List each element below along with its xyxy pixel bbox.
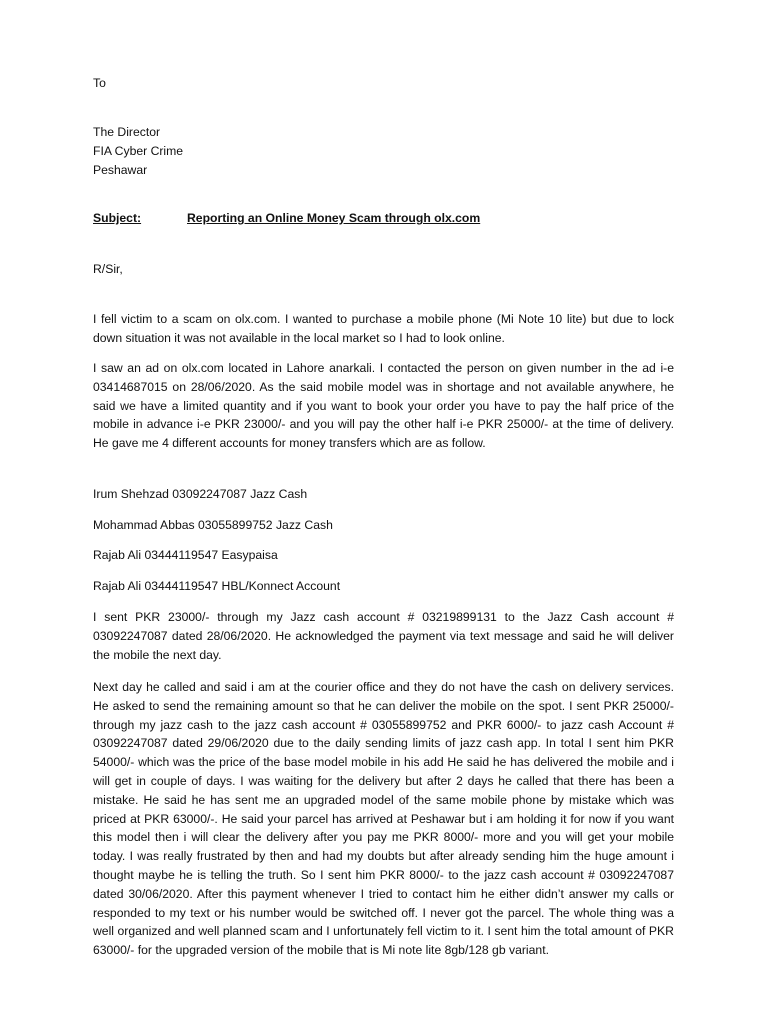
recipient-title: The Director [93,125,161,139]
account-item: Irum Shehzad 03092247087 Jazz Cash [93,487,308,501]
subject-text: Reporting an Online Money Scam through olx.com [187,211,481,225]
paragraph-scam-details: Next day he called and said i am at the courier office and they do not have the cash on delivery services. He asked to send the remaining amount so that he can deliver the mobile on the spot. I sent PKR 25000/- through my jazz cash to the jazz cash account # 03055899752 and PKR 6000/- to jazz cash Account # 03092247087 dated 29/06/2020 due to the daily sending limits of jazz cash app. In total I sent him PKR 54000/- which was the price of the base model mobile in his add He said he has delivered the mobile and i will get in couple of days. I was waiting for the delivery but after 2 days he called that there has been a mistake. He said he has sent me an upgraded model of the same mobile phone by mistake which was priced at PKR 63000/-. He said your parcel has arrived at Peshawar but i am holding it for now if you want this model then i will clear the delivery after you pay me PKR 8000/- more and you will get your mobile today. I was really frustrated by then and had my doubts but after already sending him the huge amount i thought maybe he is telling the truth. So I sent him PKR 8000/- to the jazz cash account # 03092247087 dated 30/06/2020. After this payment whenever I tried to contact him he either didn’t answer my calls or responded to my text or his number would be switched off. I never got the parcel. The whole thing was a well organized and well planned scam and I unfortunately fell victim to it. I sent him the total amount of PKR 63000/- for the upgraded version of the mobile that is Mi note lite 8gb/128 gb variant. [93,680,674,958]
recipient-organization: FIA Cyber Crime [93,144,184,158]
paragraph-ad-details: I saw an ad on olx.com located in Lahore anarkali. I contacted the person on given number in the ad i-e 03414687015 on 28/06/2020. As the said mobile model was in shortage and not available anywhere, he said we have a limited quantity and if you want to book your order you have to pay the half price of the mobile in advance i-e PKR 23000/- and you will pay the other half i-e PKR 25000/- at the time of delivery. He gave me 4 different accounts for money transfers which are as follow. [93,361,674,451]
salutation: R/Sir, [93,262,123,276]
paragraph-first-payment: I sent PKR 23000/- through my Jazz cash account # 03219899131 to the Jazz Cash account # 03092247087 dated 28/06/2020. He acknowledged the payment via text message and said he will deliver the mobile the next day. [93,610,674,662]
recipient-city: Peshawar [93,163,148,177]
account-item: Mohammad Abbas 03055899752 Jazz Cash [93,518,333,532]
account-item: Rajab Ali 03444119547 Easypaisa [93,548,278,562]
subject-label: Subject: [93,211,142,225]
account-item: Rajab Ali 03444119547 HBL/Konnect Account [93,579,341,593]
to-line: To [93,76,106,90]
paragraph-intro: I fell victim to a scam on olx.com. I wanted to purchase a mobile phone (Mi Note 10 lite) but due to lock down situation it was not available in the local market so I had to look online. [93,312,674,345]
